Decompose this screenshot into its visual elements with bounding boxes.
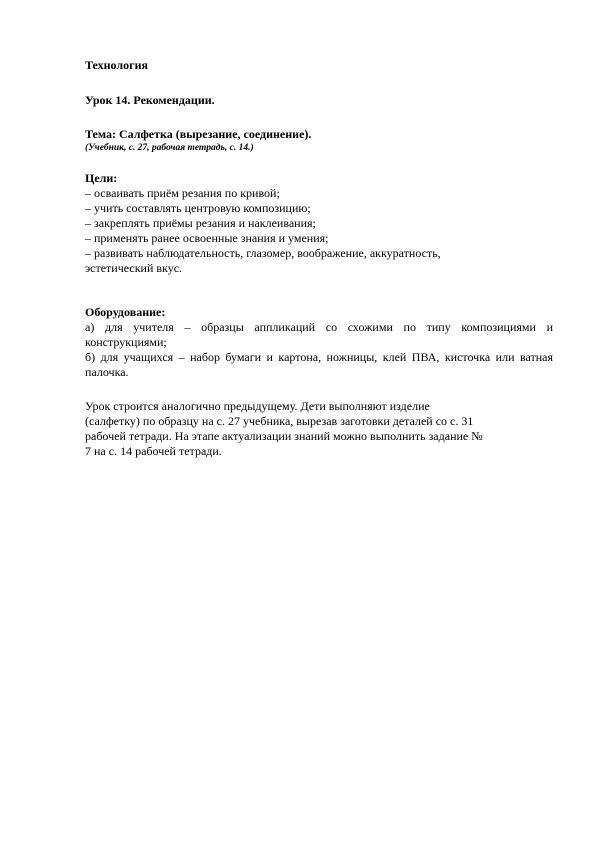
notes-line: рабочей тетради. На этапе актуализации знаний можно выполнить задание № [85, 429, 483, 443]
spacer [85, 276, 553, 305]
notes-line: 7 на с. 14 рабочей тетради. [85, 444, 222, 458]
goal-item: – закреплять приёмы резания и наклеивания; [85, 216, 316, 230]
lesson-notes [85, 399, 553, 459]
goal-item: – применять ранее освоенные знания и умения; [85, 231, 329, 245]
goals-heading: Цели: [85, 171, 118, 185]
spacer [85, 73, 553, 93]
topic-title: Тема: Салфетка (вырезание, соединение). [85, 127, 312, 141]
spacer [85, 380, 553, 399]
goal-item: – осваивать приём резания по кривой; [85, 186, 280, 200]
topic-reference: (Учебник, с. 27, рабочая тетрадь, с. 14.) [85, 143, 254, 153]
equipment-heading: Оборудование: [85, 305, 166, 319]
notes-line: (салфетку) по образцу на с. 27 учебника, вырезав заготовки деталей со с. 31 [85, 414, 474, 428]
spacer [85, 154, 553, 171]
subject-heading: Технология [85, 58, 148, 72]
document-page [85, 58, 553, 459]
goal-item: – учить составлять центровую композицию; [85, 201, 311, 215]
goals-list [85, 186, 553, 276]
spacer [85, 108, 553, 127]
notes-line: Урок строится аналогично предыдущему. Дети выполняют изделие [85, 399, 430, 413]
goal-item: эстетический вкус. [85, 261, 183, 275]
equipment-teacher: а) для учителя – образцы аппликаций со схожими по типу композициями и конструкциями; [85, 320, 553, 349]
equipment-students: б) для учащихся – набор бумаги и картона, ножницы, клей ПВА, кисточка или ватная палочка. [85, 350, 553, 379]
lesson-title: Урок 14. Рекомендации. [85, 93, 215, 107]
goal-item: – развивать наблюдательность, глазомер, воображение, аккуратность, [85, 246, 441, 260]
